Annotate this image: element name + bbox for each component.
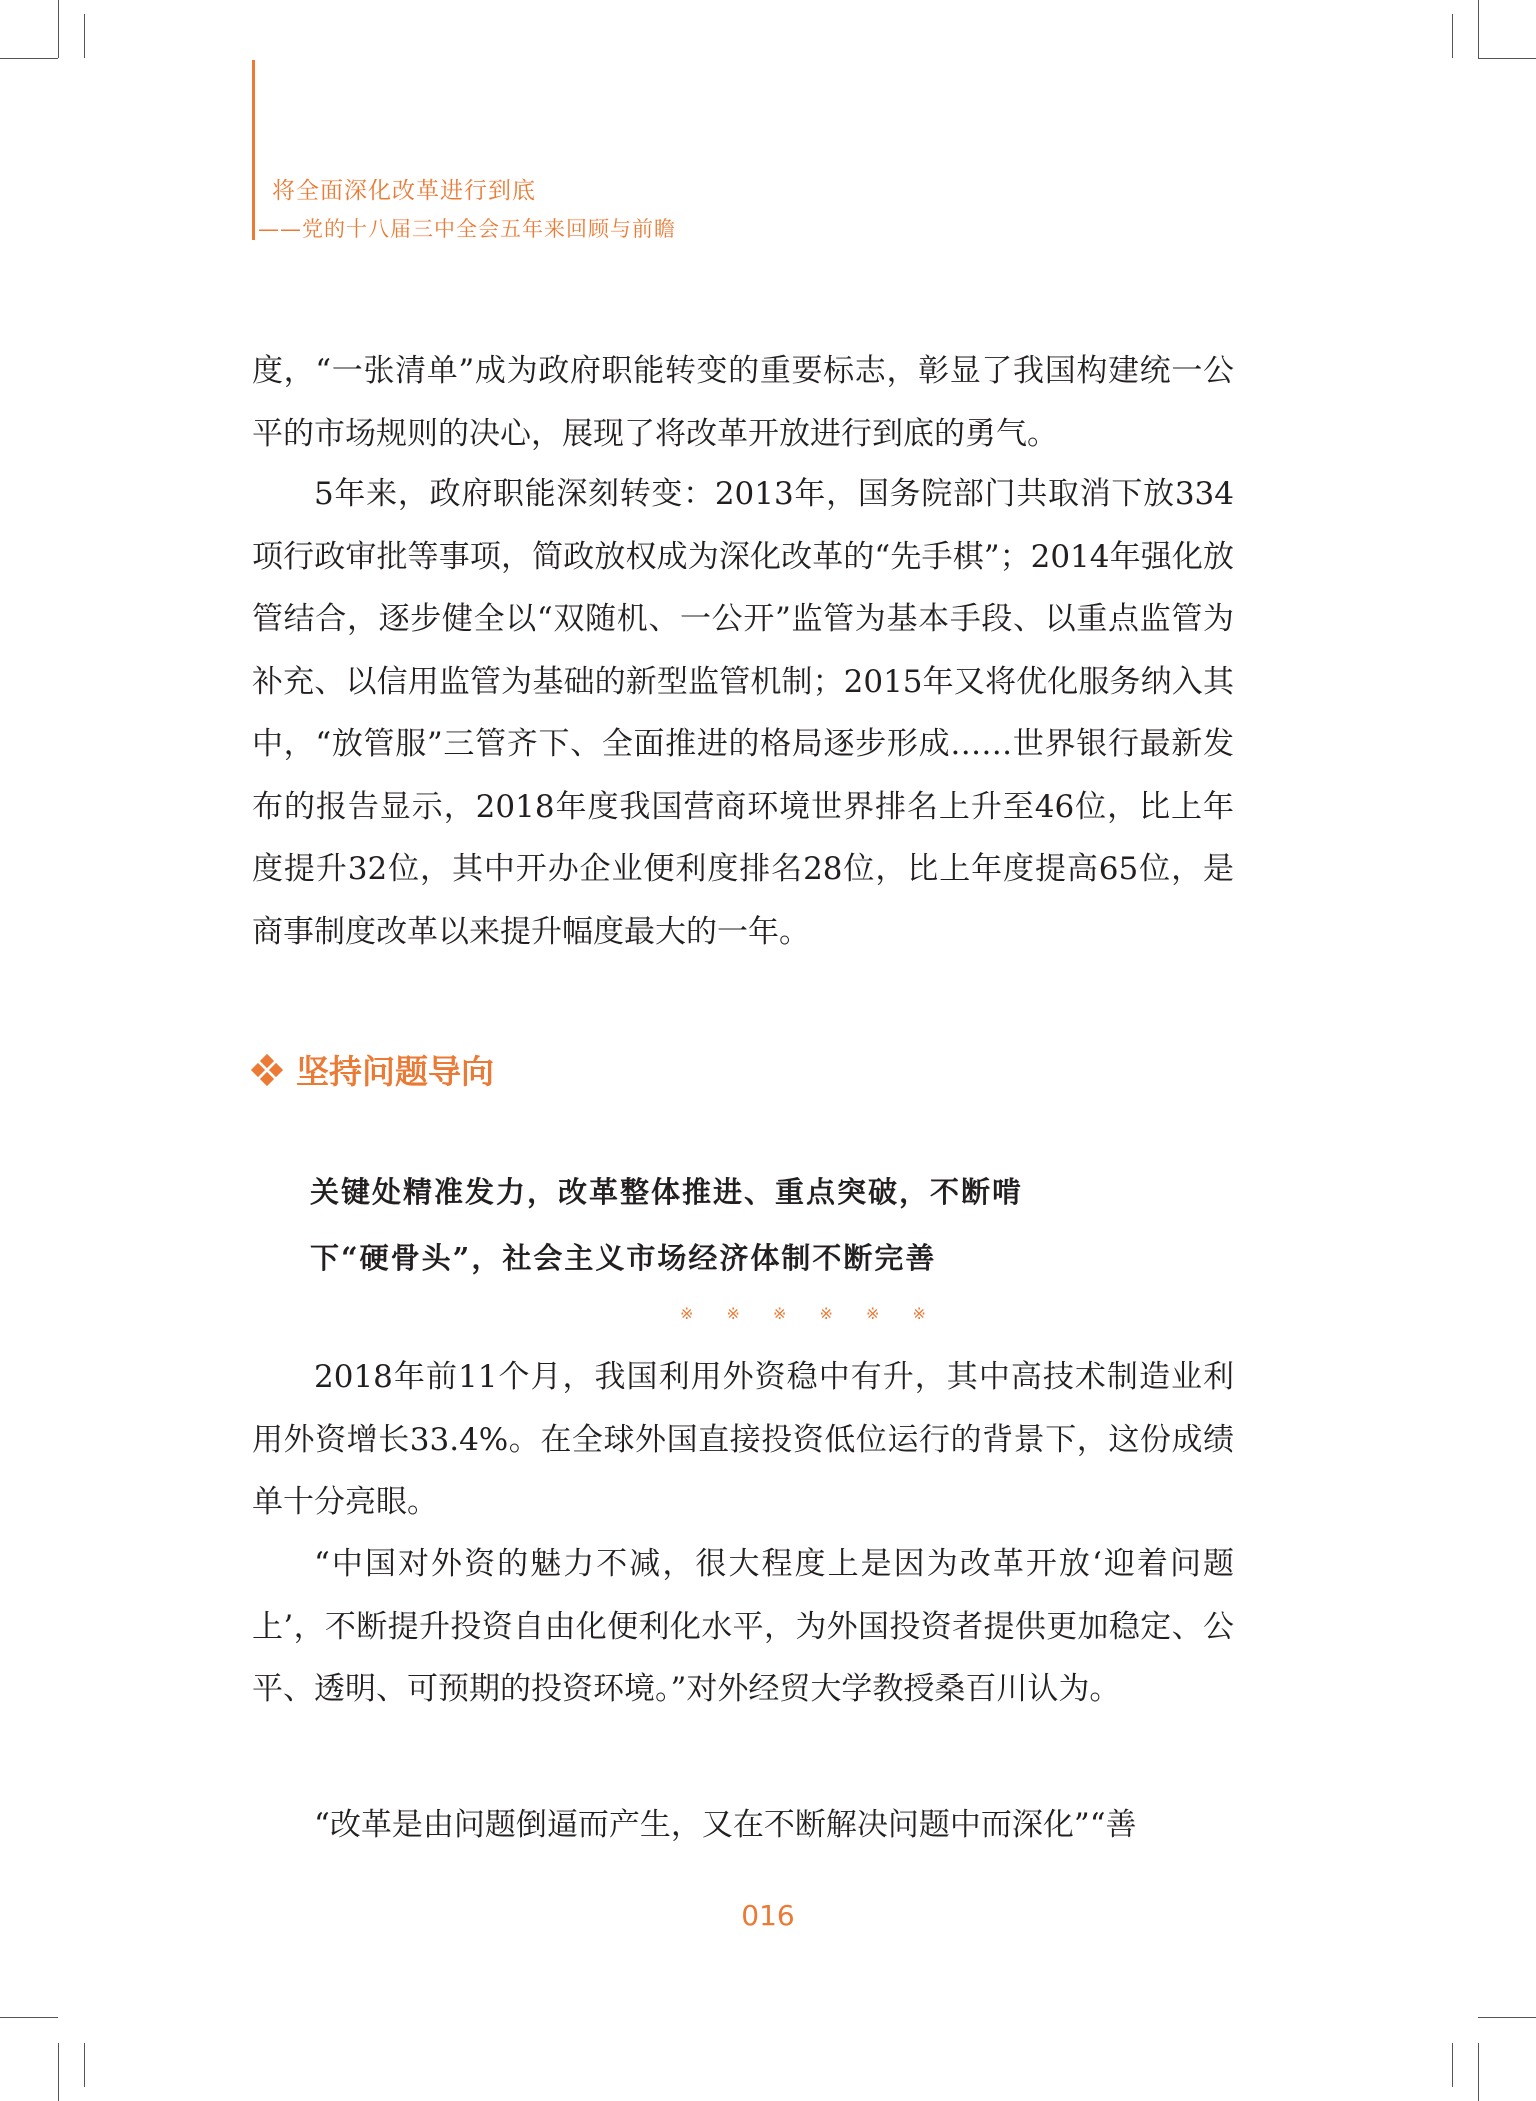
body-paragraph: 度，“一张清单”成为政府职能转变的重要标志，彰显了我国构建统一公平的市场规则的决心，展现了将改革开放进行到底的勇气。 (252, 353, 1234, 452)
body-paragraph: 5年来，政府职能深刻转变：2013年，国务院部门共取消下放334项行政审批等事项，简政放权成为深化改革的“先手棋”；2014年强化放管结合，逐步健全以“双随机、一公开”监管为基本手段、以重点监管为补充、以信用监管为基础的新型监管机制；2015年又将优化服务纳入其中，“放管服”三管齐下、全面推进的格局逐步形成……世界银行最新发布的报告显示，2018年度我国营商环境世界排名上升至46位，比上年度提升32位，其中开办企业便利度排名28位，比上年度提高65位，是商事制度改革以来提升幅度最大的一年。 (252, 476, 1234, 950)
crop-mark (84, 2043, 85, 2087)
body-paragraph: “中国对外资的魅力不减，很大程度上是因为改革开放‘迎着问题上’，不断提升投资自由化便利化水平，为外国投资者提供更加稳定、公平、透明、可预期的投资环境。”对外经贸大学教授桑百川认为。 (252, 1546, 1234, 1707)
body-paragraph: “改革是由问题倒逼而产生，又在不断解决问题中而深化”“善 (314, 1807, 1137, 1843)
crop-mark (1478, 58, 1536, 59)
crop-mark (58, 0, 59, 58)
crop-mark (0, 2017, 58, 2018)
body-paragraph: 2018年前11个月，我国利用外资稳中有升，其中高技术制造业利用外资增长33.4%。在全球外国直接投资低位运行的背景下，这份成绩单十分亮眼。 (252, 1359, 1234, 1520)
crop-mark (1452, 2043, 1453, 2087)
crop-mark (1478, 2043, 1479, 2101)
ornament-divider: ※ ※ ※ ※ ※ ※ (680, 1304, 940, 1323)
header-rule (252, 60, 255, 240)
crop-mark (84, 14, 85, 58)
page-number: 016 (741, 1899, 795, 1932)
section-heading (252, 1046, 494, 1093)
lead-line: 关键处精准发力，改革整体推进、重点突破，不断啃 (310, 1175, 1024, 1209)
crop-mark (1452, 14, 1453, 58)
running-header-subtitle: ——党的十八届三中全会五年来回顾与前瞻 (258, 217, 676, 241)
crop-mark (1478, 2017, 1536, 2018)
diamond-cluster-icon (252, 1055, 282, 1085)
crop-mark (58, 2043, 59, 2101)
crop-mark (1478, 0, 1479, 58)
lead-line: 下“硬骨头”，社会主义市场经济体制不断完善 (310, 1241, 937, 1275)
crop-mark (0, 58, 58, 59)
running-header-title: 将全面深化改革进行到底 (272, 178, 536, 204)
section-title: 坚持问题导向 (296, 1052, 494, 1091)
